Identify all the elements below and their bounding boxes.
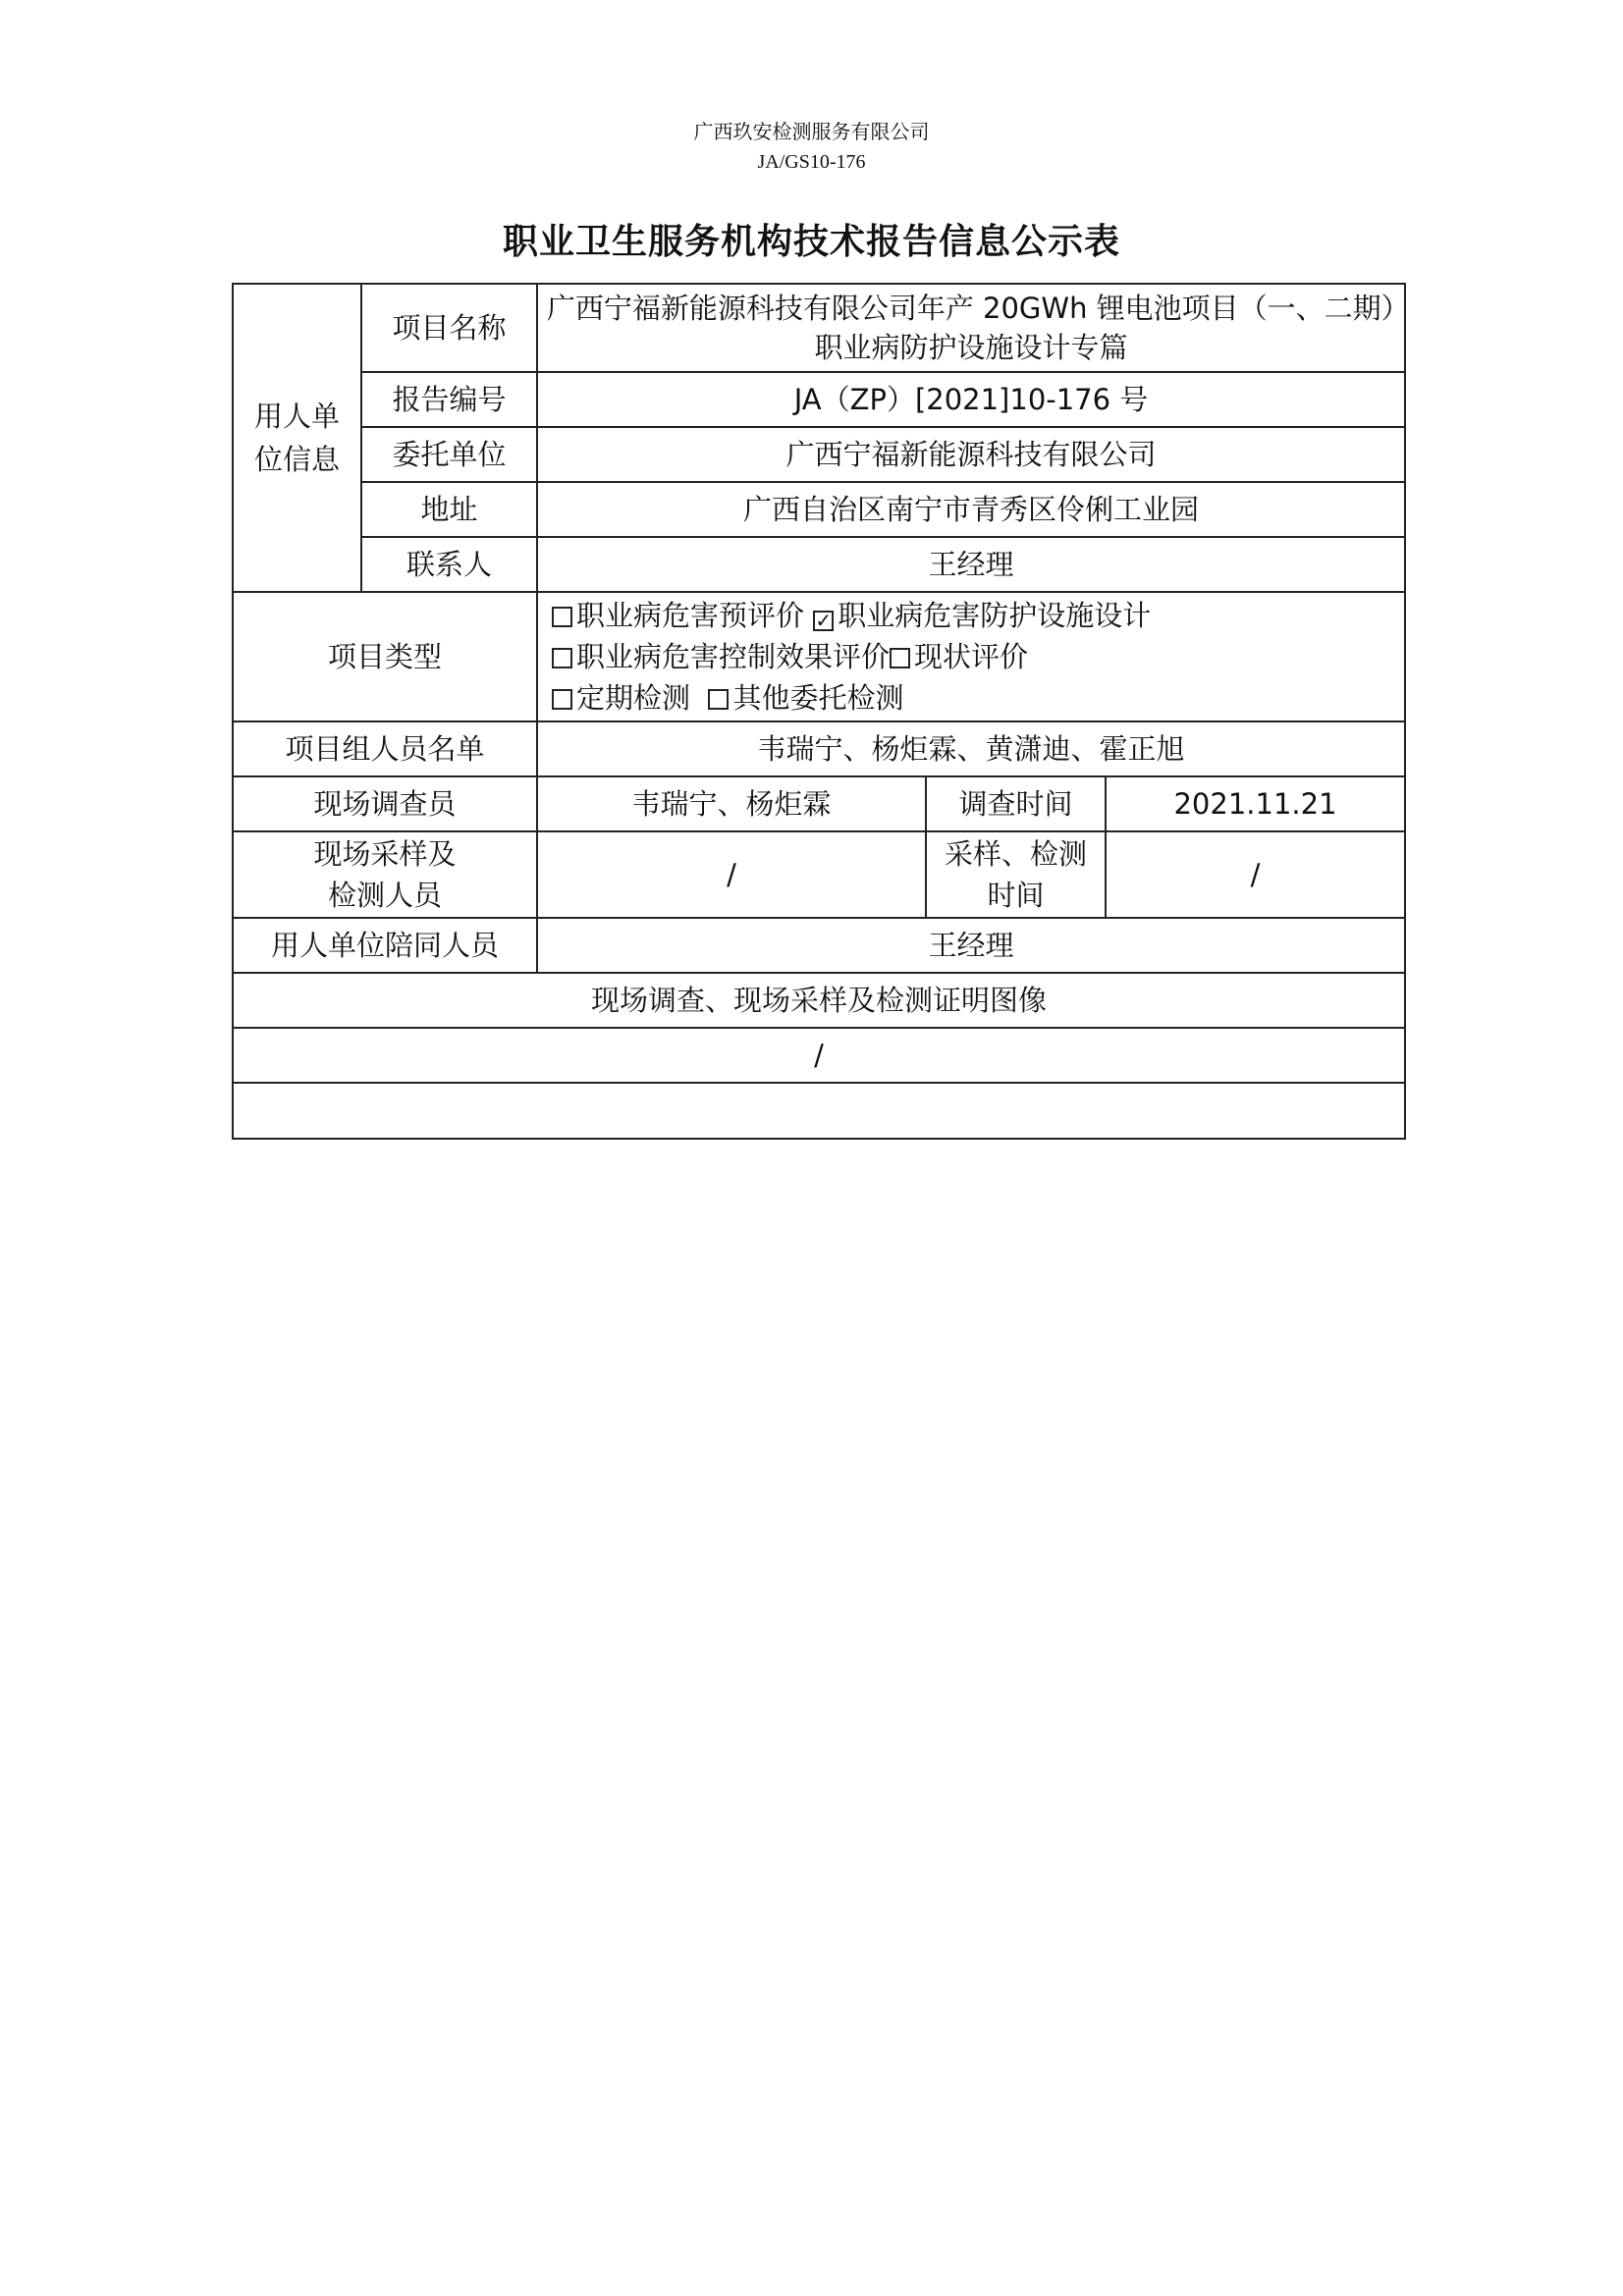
document-code: JA/GS10-176 bbox=[757, 151, 866, 173]
team-value: 韦瑞宁、杨炬霖、黄潇迪、霍正旭 bbox=[537, 721, 1405, 776]
project-type-label: 项目类型 bbox=[233, 592, 537, 721]
sampling-time-label bbox=[926, 831, 1106, 918]
checkbox-checked-icon[interactable] bbox=[813, 611, 834, 631]
table-row bbox=[233, 721, 1405, 776]
address-value: 广西自治区南宁市青秀区伶俐工业园 bbox=[537, 482, 1405, 537]
survey-time-value: 2021.11.21 bbox=[1106, 776, 1405, 831]
table-row bbox=[233, 1083, 1405, 1139]
checkbox-icon[interactable] bbox=[552, 689, 572, 710]
evidence-label: 现场调查、现场采样及检测证明图像 bbox=[233, 973, 1405, 1028]
table-row bbox=[233, 973, 1405, 1028]
team-label: 项目组人员名单 bbox=[233, 721, 537, 776]
project-type-option-label: 现状评价 bbox=[914, 640, 1029, 673]
sampling-time-value: / bbox=[1106, 831, 1405, 918]
table-row bbox=[233, 776, 1405, 831]
survey-staff-label: 现场调查员 bbox=[233, 776, 537, 831]
evidence-image-area bbox=[233, 1083, 1405, 1139]
report-no-value: JA（ZP）[2021]10-176 号 bbox=[537, 372, 1405, 427]
escort-label: 用人单位陪同人员 bbox=[233, 918, 537, 973]
report-no-label: 报告编号 bbox=[361, 372, 537, 427]
table-row bbox=[233, 427, 1405, 482]
evidence-value: / bbox=[233, 1028, 1405, 1083]
sampling-staff-value: / bbox=[537, 831, 926, 918]
checkbox-icon[interactable] bbox=[552, 607, 572, 627]
contact-label: 联系人 bbox=[361, 537, 537, 592]
survey-staff-value: 韦瑞宁、杨炬霖 bbox=[537, 776, 926, 831]
table-row bbox=[233, 284, 1405, 372]
project-type-options bbox=[537, 592, 1405, 721]
table-row bbox=[233, 831, 1405, 918]
project-name-value: 广西宁福新能源科技有限公司年产 20GWh 锂电池项目（一、二期）职业病防护设施设计专篇 bbox=[537, 284, 1405, 372]
address-label: 地址 bbox=[361, 482, 537, 537]
table-row bbox=[233, 1028, 1405, 1083]
employer-group-cell bbox=[233, 284, 361, 592]
project-name-label: 项目名称 bbox=[361, 284, 537, 372]
project-type-line bbox=[552, 595, 1398, 636]
table-row bbox=[233, 918, 1405, 973]
sampling-staff-label bbox=[233, 831, 537, 918]
document-header bbox=[0, 116, 1623, 177]
info-table bbox=[232, 283, 1406, 1140]
sampling-time-label-line: 采样、检测 bbox=[944, 837, 1087, 871]
company-name: 广西玖安检测服务有限公司 bbox=[693, 120, 930, 143]
sampling-staff-label-line: 现场采样及 bbox=[313, 837, 457, 871]
project-type-option-label: 职业病危害控制效果评价 bbox=[576, 640, 891, 673]
client-value: 广西宁福新能源科技有限公司 bbox=[537, 427, 1405, 482]
project-type-option-label: 职业病危害预评价 bbox=[576, 599, 805, 632]
project-type-option-label: 职业病危害防护设施设计 bbox=[838, 599, 1152, 632]
contact-value: 王经理 bbox=[537, 537, 1405, 592]
project-type-option-label: 其他委托检测 bbox=[732, 681, 904, 715]
table-row bbox=[233, 537, 1405, 592]
table-row bbox=[233, 482, 1405, 537]
table-row bbox=[233, 592, 1405, 721]
table-row bbox=[233, 372, 1405, 427]
project-type-line bbox=[552, 636, 1398, 677]
project-type-line bbox=[552, 677, 1398, 719]
project-type-option-label: 定期检测 bbox=[576, 681, 691, 715]
sampling-staff-label-line: 检测人员 bbox=[327, 879, 442, 912]
checkbox-icon[interactable] bbox=[890, 648, 910, 668]
survey-time-label: 调查时间 bbox=[926, 776, 1106, 831]
page-title: 职业卫生服务机构技术报告信息公示表 bbox=[502, 222, 1120, 262]
client-label: 委托单位 bbox=[361, 427, 537, 482]
escort-value: 王经理 bbox=[537, 918, 1405, 973]
employer-group-label: 用人单位信息 bbox=[253, 400, 340, 476]
sampling-time-label-line: 时间 bbox=[987, 879, 1045, 912]
checkbox-icon[interactable] bbox=[552, 648, 572, 668]
checkbox-icon[interactable] bbox=[708, 689, 729, 710]
check-mark: ✓ bbox=[815, 609, 833, 632]
